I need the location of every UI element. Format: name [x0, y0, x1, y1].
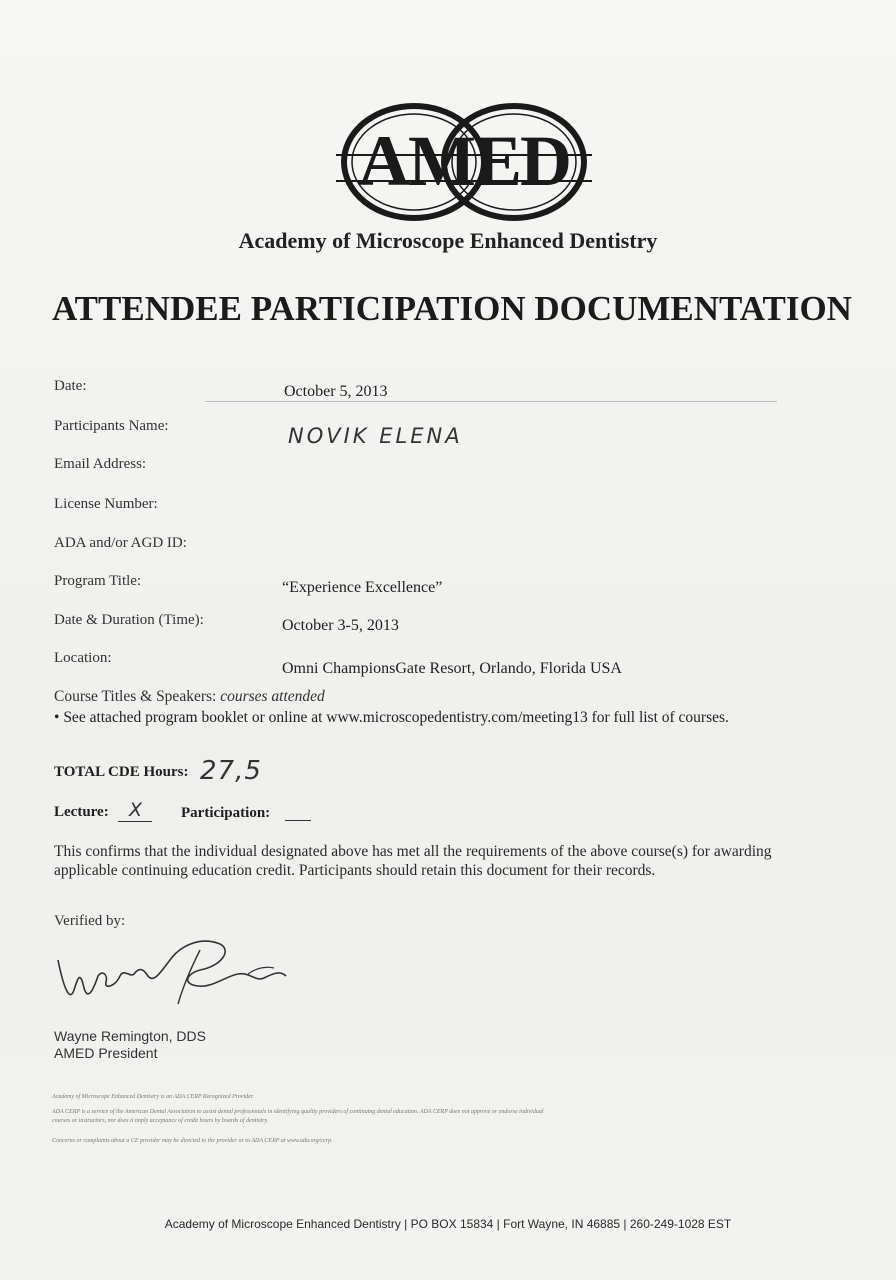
license-label: License Number: — [54, 496, 158, 512]
lecture-mark: X — [129, 799, 146, 821]
courses-label-italic: courses attended — [220, 688, 325, 705]
total-hours-value: 27,5 — [200, 756, 262, 786]
lecture-underline — [118, 821, 152, 822]
organization-name: Academy of Microscope Enhanced Dentistry — [238, 228, 658, 253]
program-title-value: “Experience Excellence” — [282, 579, 443, 596]
verified-by-label: Verified by: — [54, 913, 126, 929]
email-label: Email Address: — [54, 456, 147, 472]
fine-print-line: Academy of Microscope Enhanced Dentistry is an ADA CERP Recognized Provider. — [52, 1094, 255, 1100]
verifier-role: AMED President — [54, 1045, 158, 1061]
date-label: Date: — [54, 378, 87, 394]
participation-label: Participation: — [181, 805, 271, 821]
verifier-name: Wayne Remington, DDS — [54, 1028, 206, 1044]
location-label: Location: — [54, 650, 112, 666]
ada-agd-label: ADA and/or AGD ID: — [54, 535, 187, 551]
courses-note: See attached program booklet or online at www.microscopedentistry.com/meeting13 for full list of courses. — [63, 709, 729, 726]
bullet-icon: • — [54, 709, 60, 726]
confirmation-text: This confirms that the individual designated above has met all the requirements of the above course(s) for awarding applicable continuing education credit. Participants should retain this document for their records. — [54, 843, 772, 879]
footer-address: Academy of Microscope Enhanced Dentistry | PO BOX 15834 | Fort Wayne, IN 46885 | 260-249-1028 EST — [164, 1217, 732, 1231]
participation-underline — [285, 820, 311, 821]
amed-logo — [336, 100, 592, 224]
lecture-label: Lecture: — [54, 804, 109, 820]
location-value: Omni ChampionsGate Resort, Orlando, Florida USA — [282, 660, 622, 677]
document-title: ATTENDEE PARTICIPATION DOCUMENTATION — [52, 289, 852, 328]
participant-name-value: NOVIK ELENA — [288, 424, 463, 448]
fine-print-line: courses or instructors, nor does it imply acceptance of credit hours by boards of dentistry. — [52, 1118, 269, 1124]
courses-note-row — [54, 709, 729, 727]
fine-print-line: Concerns or complaints about a CE provider may be directed to the provider or to ADA CERP at www.ada.org/cerp. — [52, 1138, 333, 1144]
courses-label: Course Titles & Speakers: — [54, 688, 217, 705]
date-value: October 5, 2013 — [284, 383, 388, 400]
date-duration-label: Date & Duration (Time): — [54, 612, 204, 628]
logo-text: AMED — [358, 121, 570, 201]
date-underline — [205, 401, 777, 402]
program-title-label: Program Title: — [54, 573, 142, 589]
courses-label-row — [54, 688, 325, 706]
fine-print-line: ADA CERP is a service of the American Dental Association to assist dental professionals in identifying quality providers of continuing dental education. ADA CERP does not approve or endorse individual — [52, 1109, 544, 1115]
total-hours-label: TOTAL CDE Hours: — [54, 764, 189, 780]
participant-name-label: Participants Name: — [54, 418, 169, 434]
signature-icon — [50, 930, 310, 1010]
date-duration-value: October 3-5, 2013 — [282, 617, 399, 634]
